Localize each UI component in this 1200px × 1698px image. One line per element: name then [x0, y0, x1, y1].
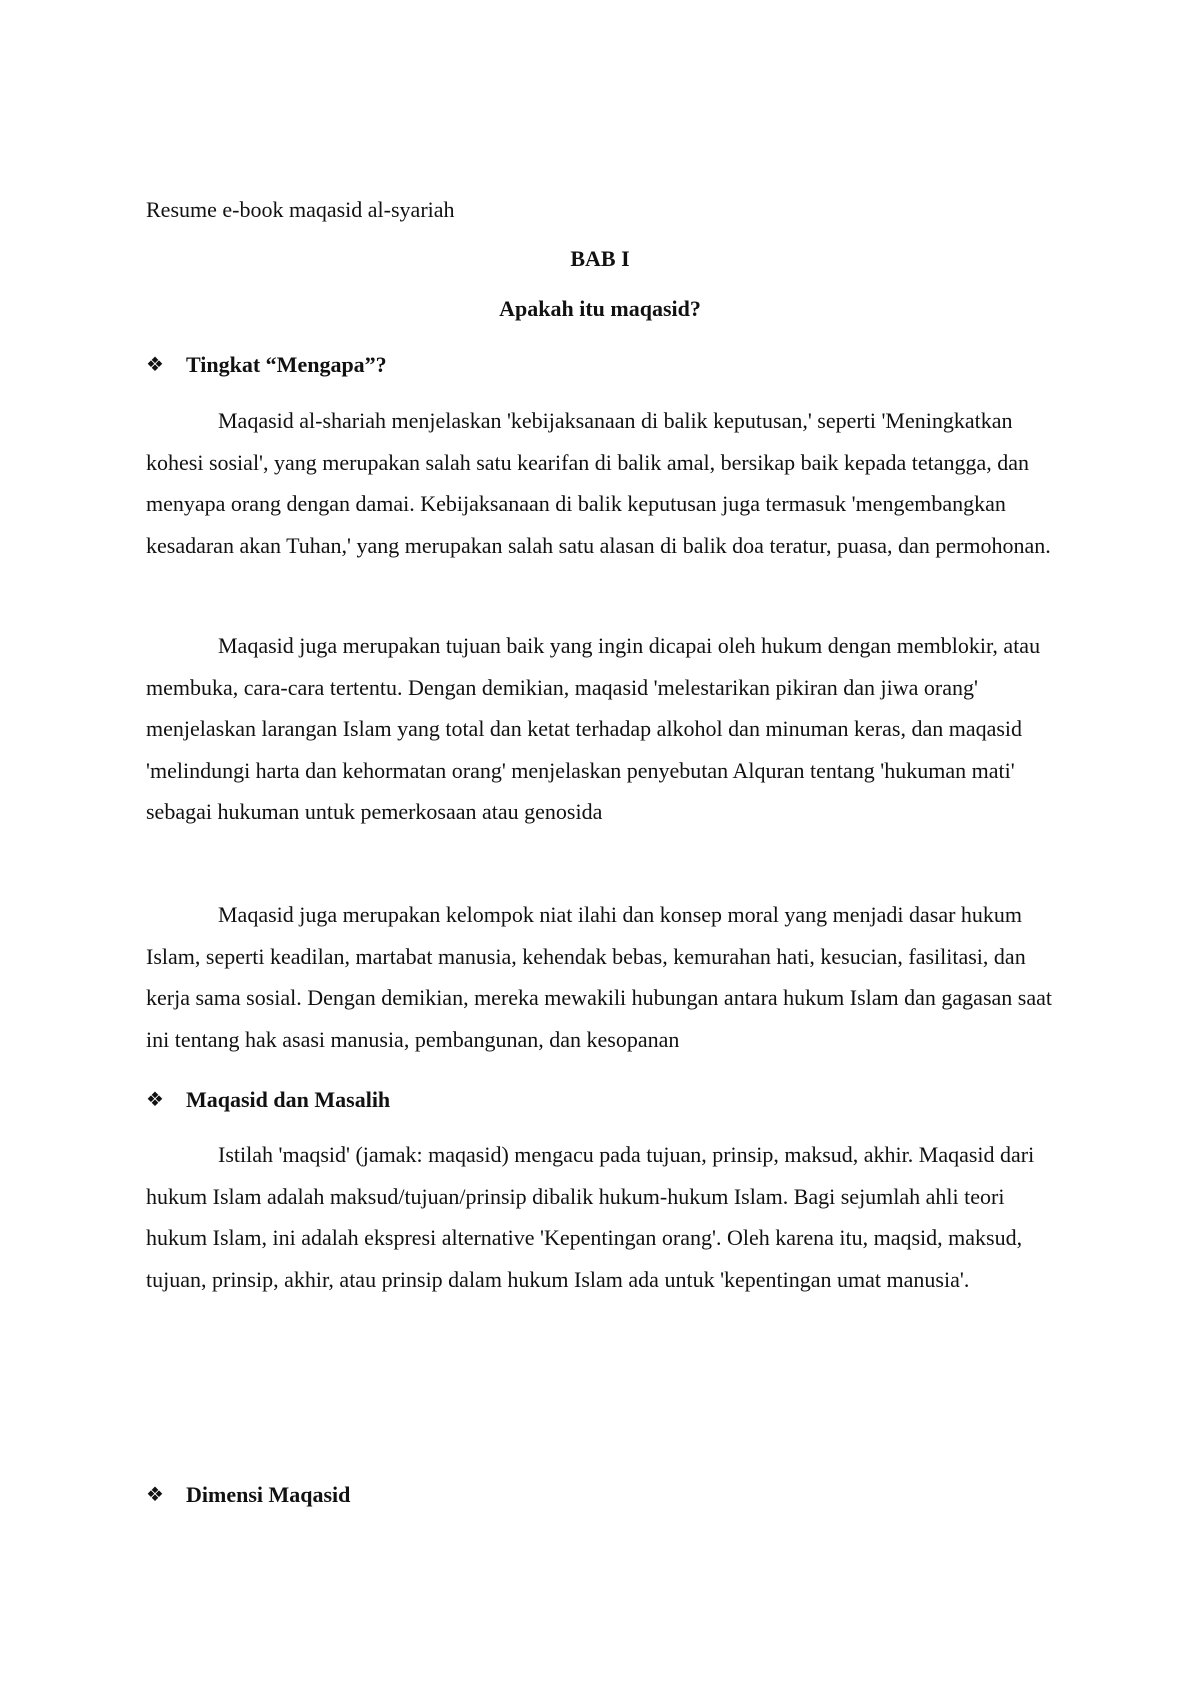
chapter-label: BAB I	[570, 246, 630, 271]
diamond-bullet-icon: ❖	[146, 1484, 164, 1506]
section-heading-text: Dimensi Maqasid	[186, 1482, 351, 1507]
paragraph: Maqasid al-shariah menjelaskan 'kebijaksanaan di balik keputusan,' seperti 'Meningkatkan kohesi sosial', yang merupakan salah satu kearifan di balik amal, bersikap baik kepada tetangga, dan menyapa orang dengan damai. Kebijaksanaan di balik keputusan juga termasuk 'mengembangkan kesadaran akan Tuhan,' yang merupakan salah satu alasan di balik doa teratur, puasa, dan permohonan.	[146, 408, 1051, 558]
paragraph: Maqasid juga merupakan tujuan baik yang ingin dicapai oleh hukum dengan memblokir, atau membuka, cara-cara tertentu. Dengan demikian, maqasid 'melestarikan pikiran dan jiwa orang' menjelaskan larangan Islam yang total dan ketat terhadap alkohol dan minuman keras, dan maqasid 'melindungi harta dan kehormatan orang' menjelaskan penyebutan Alquran tentang 'hukuman mati' sebagai hukuman untuk pemerkosaan atau genosida	[146, 633, 1041, 824]
diamond-bullet-icon: ❖	[146, 1089, 164, 1111]
diamond-bullet-icon: ❖	[146, 354, 164, 376]
chapter-title: Apakah itu maqasid?	[499, 296, 701, 321]
document-title: Resume e-book maqasid al-syariah	[146, 197, 455, 222]
paragraph: Istilah 'maqsid' (jamak: maqasid) mengacu pada tujuan, prinsip, maksud, akhir. Maqasid dari hukum Islam adalah maksud/tujuan/prinsip dibalik hukum-hukum Islam. Bagi sejumlah ahli teori hukum Islam, ini adalah ekspresi alternative 'Kepentingan orang'. Oleh karena itu, maqsid, maksud, tujuan, prinsip, akhir, atau prinsip dalam hukum Islam ada untuk 'kepentingan umat manusia'.	[146, 1142, 1035, 1292]
paragraph: Maqasid juga merupakan kelompok niat ilahi dan konsep moral yang menjadi dasar hukum Islam, seperti keadilan, martabat manusia, kehendak bebas, kemurahan hati, kesucian, fasilitasi, dan kerja sama sosial. Dengan demikian, mereka mewakili hubungan antara hukum Islam dan gagasan saat ini tentang hak asasi manusia, pembangunan, dan kesopanan	[146, 902, 1052, 1052]
section-heading-maqasid-dan-masalih	[146, 1085, 390, 1115]
section-heading-text: Tingkat “Mengapa”?	[186, 352, 387, 377]
section-heading-tingkat-mengapa	[146, 350, 387, 380]
section-heading-text: Maqasid dan Masalih	[186, 1087, 391, 1112]
section-heading-dimensi-maqasid	[146, 1480, 350, 1510]
